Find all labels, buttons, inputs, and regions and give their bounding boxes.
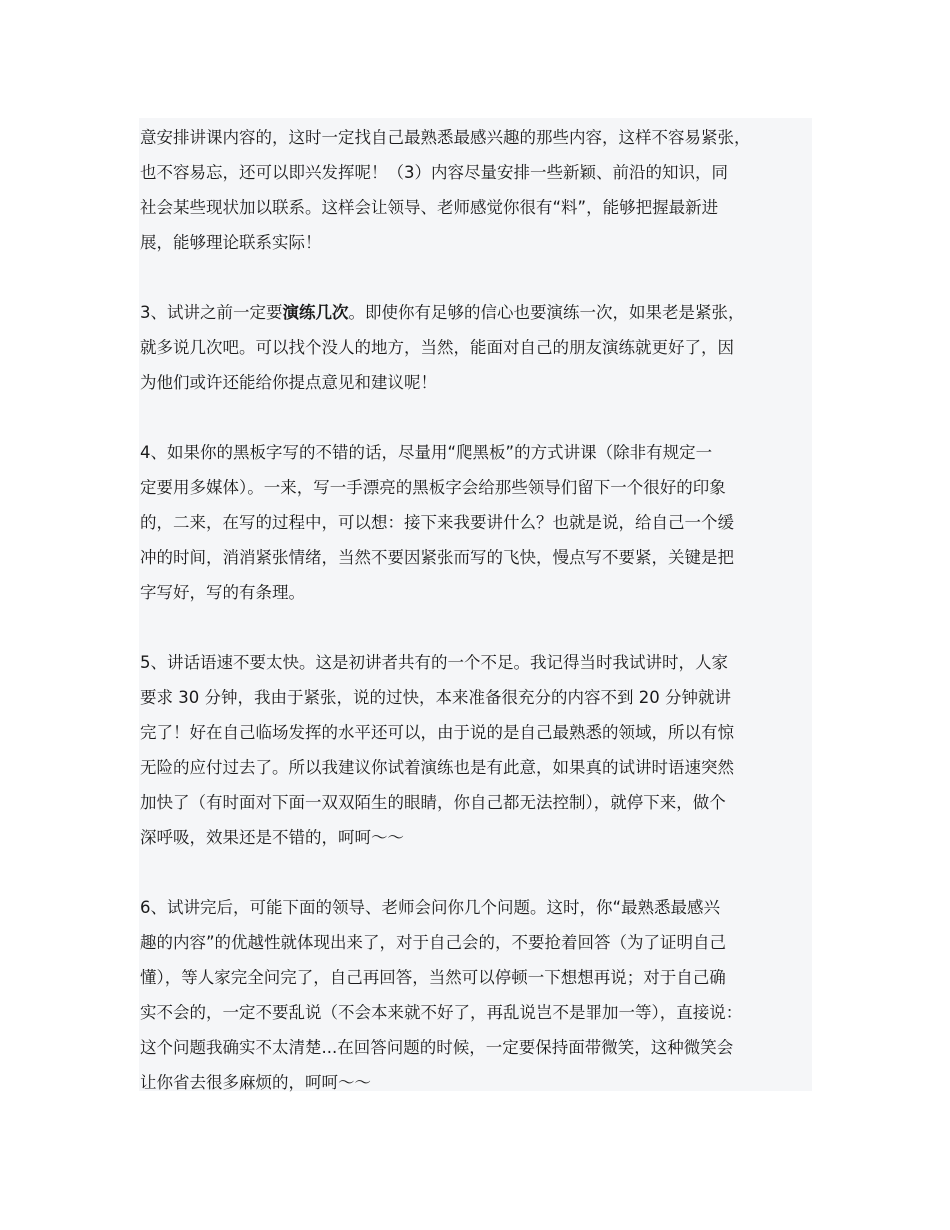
text-segment: 实不会的，一定不要乱说（不会本来就不好了，再乱说岂不是罪加一等），直接说：	[140, 1003, 743, 1022]
text-line	[140, 365, 830, 400]
paragraph-tip-4	[140, 435, 830, 610]
text-line	[140, 715, 830, 750]
text-line	[140, 155, 830, 190]
text-line	[140, 470, 830, 505]
text-segment: 展，能够理论联系实际！	[140, 233, 322, 252]
paragraph-gap	[140, 855, 830, 890]
text-line	[140, 925, 830, 960]
text-line	[140, 190, 830, 225]
text-line	[140, 1065, 830, 1100]
text-segment: 深呼吸，效果还是不错的，呵呵～～	[140, 828, 404, 847]
text-line	[140, 330, 830, 365]
text-segment: 无险的应付过去了。所以我建议你试着演练也是有此意，如果真的试讲时语速突然	[140, 758, 734, 777]
text-line	[140, 890, 830, 925]
text-segment: 完了！好在自己临场发挥的水平还可以，由于说的是自己最熟悉的领域，所以有惊	[140, 723, 734, 742]
text-segment: 为他们或许还能给你提点意见和建议呢！	[140, 373, 437, 392]
text-segment: 趣的内容”的优越性就体现出来了，对于自己会的，不要抢着回答（为了证明自己	[140, 933, 727, 952]
text-segment: 冲的时间，消消紧张情绪，当然不要因紧张而写的飞快，慢点写不要紧，关键是把	[140, 548, 734, 567]
text-line	[140, 120, 830, 155]
text-line	[140, 680, 830, 715]
text-line	[140, 750, 830, 785]
text-segment: 就多说几次吧。可以找个没人的地方，当然，能面对自己的朋友演练就更好了，因	[140, 338, 734, 357]
paragraph-tip-3	[140, 295, 830, 400]
text-segment: 社会某些现状加以联系。这样会让领导、老师感觉你很有“料”，能够把握最新进	[140, 198, 719, 217]
text-line	[140, 435, 830, 470]
text-line	[140, 1030, 830, 1065]
paragraph-gap	[140, 400, 830, 435]
text-line	[140, 820, 830, 855]
paragraph-intro-continuation	[140, 120, 830, 260]
text-line	[140, 295, 830, 330]
document-body	[140, 120, 830, 1100]
text-line	[140, 225, 830, 260]
text-segment: 意安排讲课内容的，这时一定找自己最熟悉最感兴趣的那些内容，这样不容易紧张，	[140, 128, 751, 147]
text-segment: 让你省去很多麻烦的，呵呵～～	[140, 1073, 371, 1092]
text-segment: 加快了（有时面对下面一双双陌生的眼睛，你自己都无法控制），就停下来，做个	[140, 793, 726, 812]
text-line	[140, 540, 830, 575]
text-line	[140, 995, 830, 1030]
text-segment: 要求 30 分钟，我由于紧张，说的过快，本来准备很充分的内容不到 20 分钟就讲	[140, 688, 731, 707]
text-line	[140, 505, 830, 540]
paragraph-gap	[140, 610, 830, 645]
text-segment: 定要用多媒体）。一来，写一手漂亮的黑板字会给那些领导们留下一个很好的印象	[140, 478, 726, 497]
text-segment: 懂），等人家完全问完了，自己再回答，当然可以停顿一下想想再说；对于自己确	[140, 968, 726, 987]
paragraph-gap	[140, 260, 830, 295]
text-segment: 也不容易忘，还可以即兴发挥呢！（3）内容尽量安排一些新颖、前沿的知识，同	[140, 163, 728, 182]
text-line	[140, 960, 830, 995]
text-segment: 的，二来，在写的过程中，可以想：接下来我要讲什么？也就是说，给自己一个缓	[140, 513, 734, 532]
paragraph-tip-5	[140, 645, 830, 855]
text-segment: 。即使你有足够的信心也要演练一次，如果老是紧张，	[348, 303, 745, 322]
text-line	[140, 575, 830, 610]
text-segment: 6、试讲完后，可能下面的领导、老师会问你几个问题。这时，你“最熟悉最感兴	[140, 898, 721, 917]
text-line	[140, 785, 830, 820]
text-line	[140, 645, 830, 680]
paragraph-tip-6	[140, 890, 830, 1100]
text-segment: 这个问题我确实不太清楚...在回答问题的时候，一定要保持面带微笑，这种微笑会	[140, 1038, 734, 1057]
text-segment: 5、讲话语速不要太快。这是初讲者共有的一个不足。我记得当时我试讲时，人家	[140, 653, 728, 672]
text-segment: 4、如果你的黑板字写的不错的话，尽量用“爬黑板”的方式讲课（除非有规定一	[140, 443, 713, 462]
text-segment: 3、试讲之前一定要	[140, 303, 283, 322]
text-segment: 字写好，写的有条理。	[140, 583, 305, 602]
emphasis-text: 演练几次	[282, 303, 349, 322]
